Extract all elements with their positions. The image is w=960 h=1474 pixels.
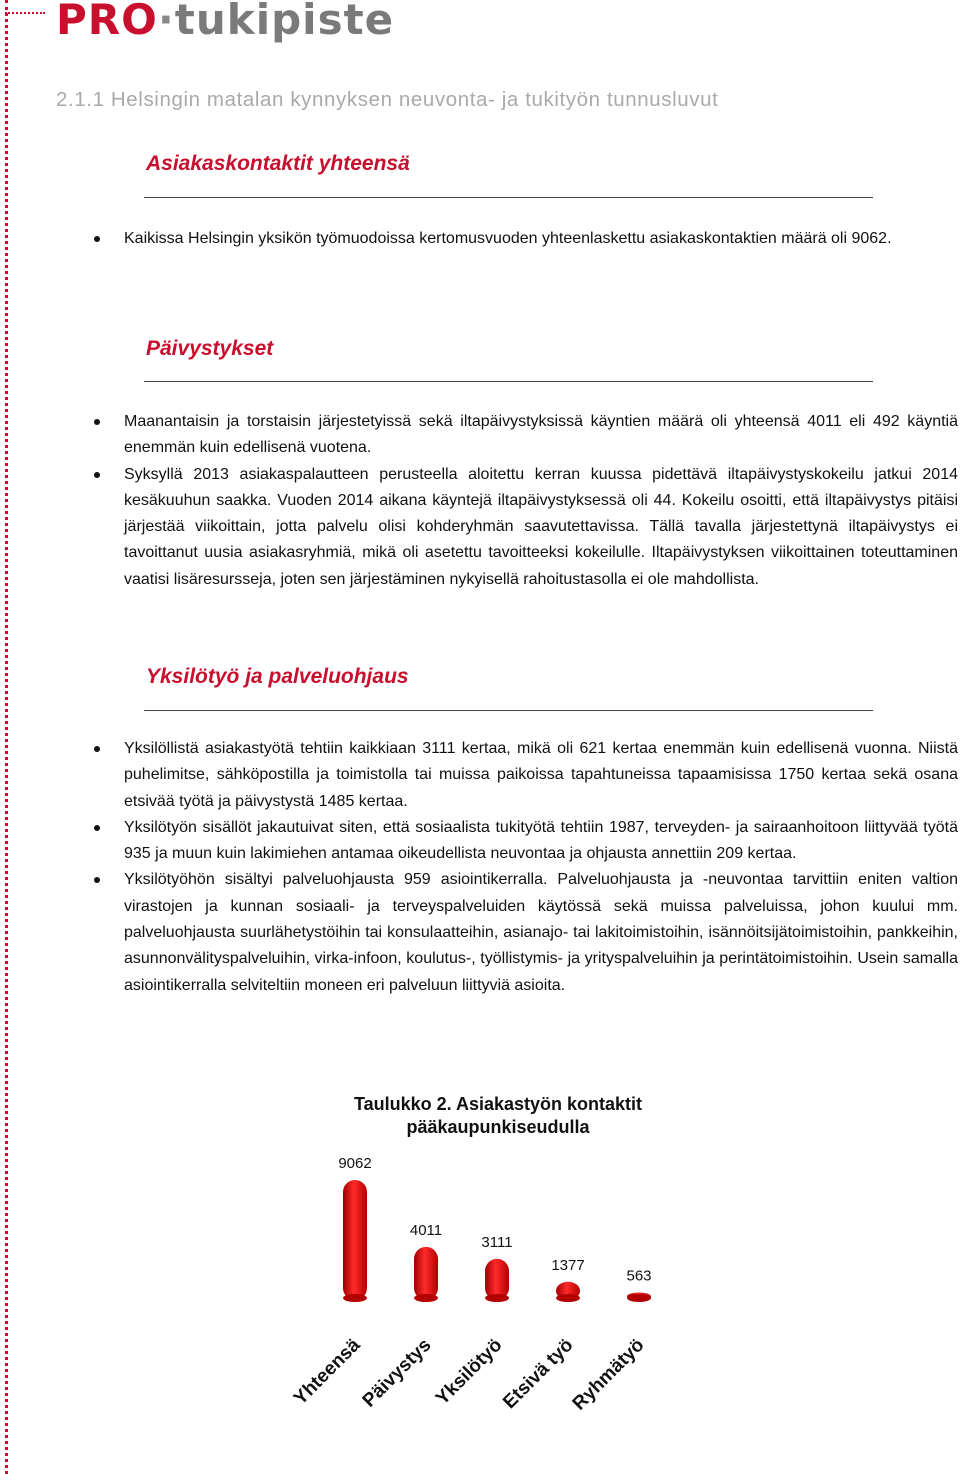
bar-yhteensa <box>343 1180 367 1300</box>
bullet-list-yksilotyo <box>124 736 958 999</box>
brand-logo <box>56 0 394 46</box>
list-item: Kaikissa Helsingin yksikön työmuodoissa kertomusvuoden yhteenlaskettu asiakaskontaktien määrä oli 9062. <box>124 226 958 252</box>
chart-title: Taulukko 2. Asiakastyön kontaktit pääkaupunkiseudulla <box>353 1094 643 1137</box>
bar-chart <box>270 1140 710 1460</box>
list-item: Syksyllä 2013 asiakaspalautteen perusteella aloitettu kerran kuussa pidettävä iltapäivystyskokeilu jatkui 2014 kesäkuuhun saakka. Vuoden 2014 aikana käyntejä iltapäivystyksessä oli 44. Kokeilu osoitti, että iltapäivystys pitäisi järjestää viikoittain, jotta palvelu olisi kohderyhmän saavutettavissa. Tällä tavalla järjestettynä iltapäivystys ei tavoittanut uusia asiakasryhmiä, mikä oli asetettu tavoitteeksi kokeilulle. Iltapäivystyksen viikoittainen toteuttaminen vaatisi lisäresursseja, joten sen järjestäminen nykyisellä rahoitustasolla ei ole mahdollista. <box>124 462 958 593</box>
bar-paivystys <box>414 1247 438 1300</box>
page-margin-rule <box>5 0 8 1474</box>
subheading-underline <box>144 710 873 711</box>
data-label-yksilotyo: 3111 <box>481 1233 513 1251</box>
data-label-ryhmatyo: 563 <box>626 1267 652 1285</box>
category-label-etsiva-tyo: Etsivä työ <box>499 1334 578 1414</box>
bar-base-paivystys <box>414 1294 438 1302</box>
bar-base-etsiva-tyo <box>556 1294 580 1302</box>
subheading-asiakaskontaktit: Asiakaskontaktit yhteensä <box>146 152 410 175</box>
bar-base-yhteensa <box>343 1294 367 1302</box>
list-item: Yksilöllistä asiakastyötä tehtiin kaikkiaan 3111 kertaa, mikä oli 621 kertaa enemmän kuin edellisenä vuonna. Niistä puhelimitse, sähköpostilla ja toimistolla tai muissa paikoissa tapahtuneissa tapaamisissa 1750 kertaa sekä osana etsivää työtä ja päivystystä 1485 kertaa. <box>124 736 958 815</box>
list-item: Yksilötyön sisällöt jakautuivat siten, että sosiaalista tukityötä tehtiin 1987, terveyden- ja sairaanhoitoon liittyvää työtä 935 ja muun kuin lakimiehen antamaa oikeudellista neuvontaa ja ohjausta annettiin 209 kertaa. <box>124 815 958 868</box>
category-label-ryhmatyo: Ryhmätyö <box>568 1334 649 1415</box>
bar-base-yksilotyo <box>485 1294 509 1302</box>
bar-yksilotyo <box>485 1259 509 1300</box>
data-label-paivystys: 4011 <box>409 1221 443 1239</box>
category-label-yhteensa: Yhteensä <box>289 1334 365 1410</box>
subheading-paivystykset: Päivystykset <box>146 337 274 360</box>
subheading-underline <box>144 381 873 382</box>
brand-pro: PRO <box>56 0 158 44</box>
list-item: Maanantaisin ja torstaisin järjestetyissä sekä iltapäivystyksissä käyntien määrä oli yhteensä 4011 eli 492 käyntiä enemmän kuin edellisenä vuotena. <box>124 409 958 462</box>
list-item: Yksilötyöhön sisältyi palveluohjausta 959 asiointikerralla. Palveluohjausta ja -neuvontaa tarvittiin eniten valtion virastojen ja kunnan sosiaali- ja terveyspalveluiden käytössä sekä muissa palveluissa, johon kuului mm. palveluohjausta suurlähetystöihin tai konsulaatteihin, asianajo- tai lakitoimistoihin, isännöitsijätoimistoihin, pankkeihin, asunnonvälityspalveluihin, virka-infoon, koulutus-, työllistymis- ja yrityspalveluihin ja perintätoimistoihin. Usein samalla asiointikerralla selviteltiin moneen eri palveluun liittyviä asioita. <box>124 867 958 998</box>
subheading-underline <box>144 197 873 198</box>
category-label-yksilotyo: Yksilötyö <box>431 1334 507 1410</box>
bullet-list-paivystykset <box>124 409 958 593</box>
category-label-paivystys: Päivystys <box>358 1334 436 1412</box>
section-title: 2.1.1 Helsingin matalan kynnyksen neuvonta- ja tukityön tunnusluvut <box>56 88 719 111</box>
brand-dot: · <box>157 0 175 44</box>
data-label-etsiva-tyo: 1377 <box>551 1256 585 1274</box>
data-label-yhteensa: 9062 <box>338 1155 372 1172</box>
header-corner-rule <box>5 12 45 14</box>
bullet-list-asiakaskontaktit <box>124 226 958 252</box>
brand-tukipiste: tukipiste <box>174 0 395 44</box>
subheading-yksilotyo: Yksilötyö ja palveluohjaus <box>146 665 409 688</box>
bar-base-ryhmatyo <box>627 1294 651 1302</box>
